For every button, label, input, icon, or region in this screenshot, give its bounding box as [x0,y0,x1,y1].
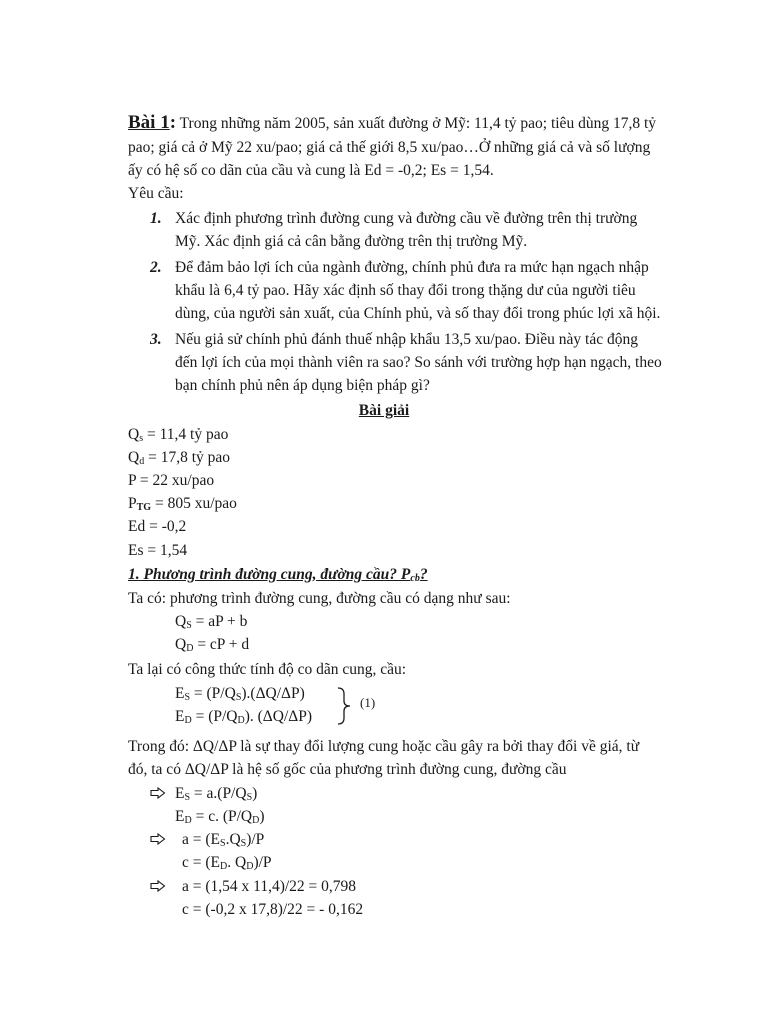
item-3-line1: Nếu giả sử chính phủ đánh thuế nhập khẩu 13,5 xu/pao. Điều này tác động [175,331,638,348]
implies-arrow-icon [150,880,166,892]
paragraph-form: Ta có: phương trình đường cung, đường cầu có dạng như sau: [128,590,511,607]
problem-title-colon: : [169,112,177,133]
item-1-number: 1. [150,210,162,227]
implies-arrow-icon [150,833,166,845]
equation-demand: $Q_D$ = cP + d [175,636,250,654]
equation-es: $E_S = (P/Q_S).(\Delta Q/\Delta P)$ [175,685,305,703]
paragraph-where-line2: đó, ta có ΔQ/ΔP là hệ số gốc của phương trình đường cung, đường cầu [128,761,567,778]
section-1-title: 1. Phương trình đường cung, đường cầu? $P_{cb}$? [128,566,428,584]
item-3-line3: bạn chính phủ nên áp dụng biện pháp gì? [175,377,430,394]
equation-ref-label: (1) [360,695,376,710]
given-es: Es = 1,54 [128,542,188,559]
problem-intro-line1: Trong những năm 2005, sản xuất đường ở Mỹ: 11,4 tỷ pao; tiêu dùng 17,8 tỷ [176,115,656,132]
given-qd: $Q_d = 17,8$ tỷ pao [128,449,231,467]
item-2-number: 2. [150,259,162,276]
given-ptg: $P_{TG} = 805$ xu/pao [128,495,237,513]
item-3-number: 3. [150,331,162,348]
item-1-line1: Xác định phương trình đường cung và đường cầu về đường trên thị trường [175,210,638,227]
item-2-line3: dùng, của người sản xuất, của Chính phủ, và số thay đổi trong phúc lợi xã hội. [175,305,661,322]
item-2-line2: khẩu là 6,4 tỷ pao. Hãy xác định số thay đổi trong thặng dư của người tiêu [175,282,636,299]
problem-intro-line2: pao; giá cả ở Mỹ 22 xu/pao; giá cả thế giới 8,5 xu/pao…Ở những giá cả và số lượng [128,139,651,156]
given-ed: Ed = -0,2 [128,518,187,535]
step-a-formula: $a = (E_S.Q_S)/P$ [182,831,265,849]
step-a-value: a = (1,54 x 11,4)/22 = 0,798 [182,878,357,895]
given-p: P = 22 xu/pao [128,472,215,489]
solution-heading: Bài giải [358,402,410,419]
step-c-value: c = (-0,2 x 17,8)/22 = - 0,162 [182,901,364,918]
step-ed-formula: $E_D = c$. $(P/Q_D)$ [175,808,265,826]
requirements-label: Yêu cầu: [128,185,184,202]
step-c-formula: $c = (E_D$. $Q_D)/P$ [182,854,272,872]
paragraph-where-line1: Trong đó: ΔQ/ΔP là sự thay đổi lượng cung hoặc cầu gây ra bởi thay đổi về giá, từ [128,738,640,755]
given-qs: $Q_s = 11,4$ tỷ pao [128,426,229,444]
implies-arrow-icon [150,787,166,799]
problem-first-line [128,112,656,135]
problem-title: Bài 1 [128,112,170,133]
problem-intro-line3: ấy có hệ số co dãn của cầu và cung là Ed = -0,2; Es = 1,54. [128,162,494,179]
right-brace-icon [336,686,352,726]
item-2-line1: Để đảm bảo lợi ích của ngành đường, chính phủ đưa ra mức hạn ngạch nhập [175,259,649,276]
item-1-line2: Mỹ. Xác định giá cả cân bằng đường trên thị trường Mỹ. [175,233,528,250]
step-es-formula: $E_S = a.(P/Q_S)$ [175,785,258,803]
paragraph-elasticity: Ta lại có công thức tính độ co dãn cung, cầu: [128,661,407,678]
equation-ed: $E_D = (P/Q_D)$. (ΔQ/ΔP) [175,708,313,726]
equation-supply: $Q_S$ = aP + b [175,613,248,631]
item-3-line2: đến lợi ích của mọi thành viên ra sao? So sánh với trường hợp hạn ngạch, theo [175,354,662,371]
